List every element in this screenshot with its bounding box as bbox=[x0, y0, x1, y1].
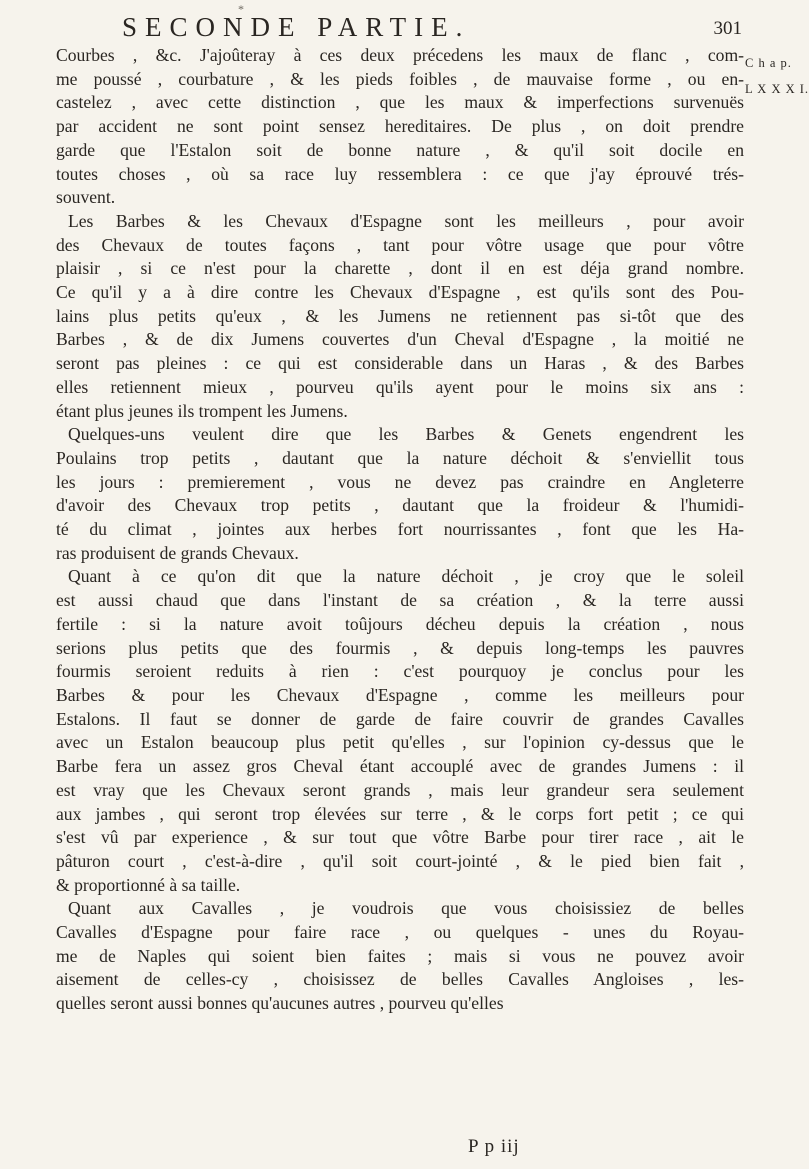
text-line: ras produisent de grands Chevaux. bbox=[56, 542, 299, 563]
text-line: me poussé , courbature , & les pieds foibles , de mauvaise forme , ou en- bbox=[56, 68, 744, 89]
text-line: pâturon court , c'est-à-dire , qu'il soit court-jointé , & le pied bien fait , bbox=[56, 850, 744, 871]
running-title: SECONDE PARTIE. bbox=[122, 12, 471, 42]
text-line: & proportionné à sa taille. bbox=[56, 874, 241, 895]
text-line: Estalons. Il faut se donner de garde de faire couvrir de grandes Cavalles bbox=[56, 708, 744, 729]
page-number: 301 bbox=[713, 18, 742, 39]
text-line: Les Barbes & les Chevaux d'Espagne sont les meilleurs , pour avoir bbox=[68, 210, 744, 231]
text-line: Quelques-uns veulent dire que les Barbes & Genets engendrent les bbox=[68, 424, 744, 445]
text-line: Poulains trop petits , dautant que la nature déchoit & s'enviellit tous bbox=[56, 447, 744, 468]
text-line: me de Naples qui soient bien faites ; mais si vous ne pouvez avoir bbox=[56, 945, 744, 966]
body-text bbox=[56, 44, 744, 1016]
page-header bbox=[66, 10, 742, 44]
text-line: toutes choses , où sa race luy ressemblera : ce que j'ay éprouvé trés- bbox=[56, 163, 744, 184]
text-line: les jours : premierement , vous ne devez pas craindre en Angleterre bbox=[56, 471, 744, 492]
margin-note-line: L X X X I. bbox=[745, 82, 809, 96]
text-line: fertile : si la nature avoit toûjours décheu depuis la création , nous bbox=[56, 613, 744, 634]
text-line: avec un Estalon beaucoup plus petit qu'elles , sur l'opinion cy-dessus que le bbox=[56, 732, 744, 753]
text-line: Cavalles d'Espagne pour faire race , ou quelques - unes du Royau- bbox=[56, 922, 744, 943]
text-line: par accident ne sont point sensez hereditaires. De plus , on doit prendre bbox=[56, 116, 744, 137]
text-line: Ce qu'il y a à dire contre les Chevaux d'Espagne , est qu'ils sont des Pou- bbox=[56, 282, 744, 303]
text-line: aux jambes , qui seront trop élevées sur terre , & le corps fort petit ; ce qui bbox=[56, 803, 744, 824]
page-marker: * bbox=[238, 2, 244, 16]
text-line: s'est vû par experience , & sur tout que vôtre Barbe pour tirer race , ait le bbox=[56, 827, 744, 848]
text-line: Quant aux Cavalles , je voudrois que vous choisissiez de belles bbox=[68, 898, 744, 919]
signature-mark: P p iij bbox=[468, 1136, 520, 1157]
text-line: aisement de celles-cy , choisissez de belles Cavalles Angloises , les- bbox=[56, 969, 744, 990]
text-line: elles retiennent mieux , pourveu qu'ils ayent pour le moins six ans : bbox=[56, 376, 744, 397]
text-line: Quant à ce qu'on dit que la nature déchoit , je croy que le soleil bbox=[68, 566, 744, 587]
text-line: Barbe fera un assez gros Cheval étant accouplé avec de grandes Jumens : il bbox=[56, 756, 744, 777]
text-line: garde que l'Estalon soit de bonne nature , & qu'il soit docile en bbox=[56, 139, 744, 160]
text-line: fourmis seroient reduits à rien : c'est pourquoy je conclus pour les bbox=[56, 661, 744, 682]
text-line: souvent. bbox=[56, 187, 116, 208]
text-line: té du climat , jointes aux herbes fort nourrissantes , font que les Ha- bbox=[56, 519, 744, 540]
text-line: est aussi chaud que dans l'instant de sa création , & la terre aussi bbox=[56, 590, 744, 611]
text-line: castelez , avec cette distinction , que les maux & imperfections survenuës bbox=[56, 92, 744, 113]
text-line: Barbes , & de dix Jumens couvertes d'un Cheval d'Espagne , la moitié ne bbox=[56, 329, 744, 350]
text-line: lains plus petits qu'eux , & les Jumens ne retiennent pas si-tôt que des bbox=[56, 305, 744, 326]
text-line: quelles seront aussi bonnes qu'aucunes autres , pourveu qu'elles bbox=[56, 993, 504, 1014]
chapter-margin-note bbox=[745, 50, 809, 102]
text-line: est vray que les Chevaux seront grands , mais leur grandeur sera seulement bbox=[56, 779, 744, 800]
text-line: Courbes , &c. J'ajoûteray à ces deux précedens les maux de flanc , com- bbox=[56, 45, 744, 65]
text-line: Barbes & pour les Chevaux d'Espagne , comme les meilleurs pour bbox=[56, 684, 744, 705]
text-line: étant plus jeunes ils trompent les Jumens. bbox=[56, 400, 348, 421]
margin-note-line: C h a p. bbox=[745, 56, 792, 70]
text-line: des Chevaux de toutes façons , tant pour vôtre usage que pour vôtre bbox=[56, 234, 744, 255]
text-line: seront pas pleines : ce qui est considerable dans un Haras , & des Barbes bbox=[56, 353, 744, 374]
text-line: plaisir , si ce n'est pour la charette , dont il en est déja grand nombre. bbox=[56, 258, 744, 279]
text-line: serions plus petits que des fourmis , & depuis long-temps les pauvres bbox=[56, 637, 744, 658]
text-line: d'avoir des Chevaux trop petits , dautant que la froideur & l'humidi- bbox=[56, 495, 744, 516]
